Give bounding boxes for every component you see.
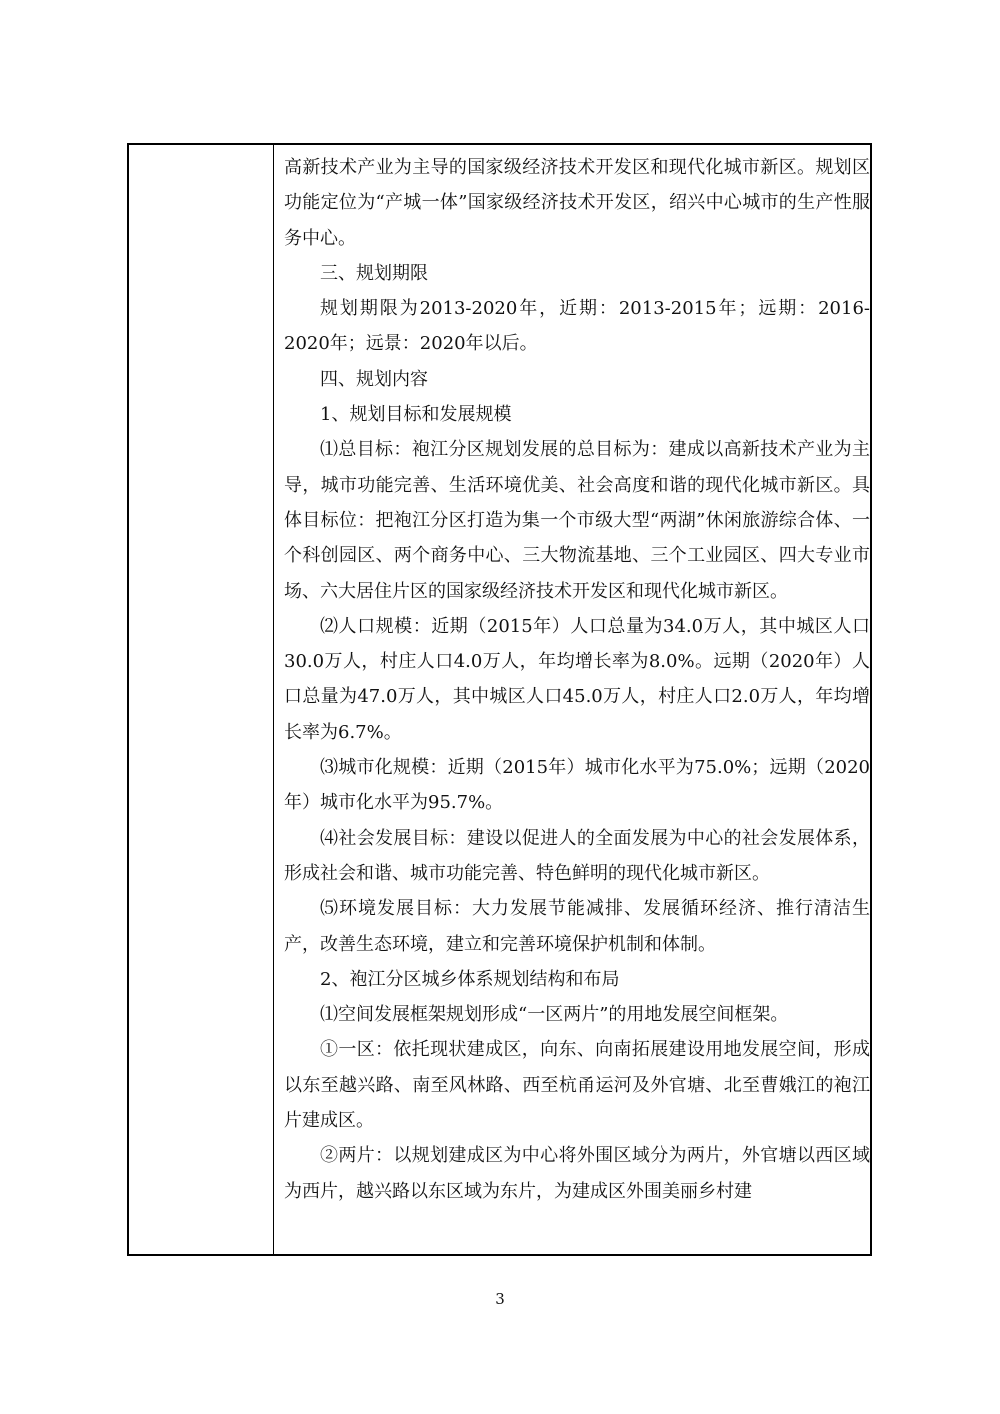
paragraph: ⑵人口规模：近期（2015年）人口总量为34.0万人，其中城区人口30.0万人，村庄人口4.0万人，年均增长率为8.0%。远期（2020年）人口总量为47.0万人，其中城区人口45.0万人，村庄人口2.0万人，年均增长率为6.7%。 <box>284 615 870 743</box>
column-divider <box>273 145 274 1254</box>
subsection-heading: 2、袍江分区城乡体系规划结构和布局 <box>320 968 620 990</box>
section-heading: 三、规划期限 <box>320 262 428 284</box>
paragraph: 规划期限为2013-2020年，近期：2013-2015年；远期：2016-2020年；远景：2020年以后。 <box>284 298 870 355</box>
paragraph: ⑴空间发展框架规划形成“一区两片”的用地发展空间框架。 <box>320 1004 789 1026</box>
page-number: 3 <box>495 1290 505 1308</box>
paragraph: ⑴总目标：袍江分区规划发展的总目标为：建成以高新技术产业为主导，城市功能完善、生活环境优美、社会高度和谐的现代化城市新区。具体目标位：把袍江分区打造为集一个市级大型“两湖”休闲旅游综合体、一个科创园区、两个商务中心、三大物流基地、三个工业园区、四大专业市场、六大居住片区的国家级经济技术开发区和现代化城市新区。 <box>284 439 870 602</box>
paragraph: ②两片：以规划建成区为中心将外围区域分为两片，外官塘以西区域为西片，越兴路以东区域为东片，为建成区外围美丽乡村建 <box>284 1145 870 1202</box>
paragraph: ⑶城市化规模：近期（2015年）城市化水平为75.0%；远期（2020年）城市化水平为95.7%。 <box>284 757 870 814</box>
table-content-cell <box>284 145 870 1209</box>
paragraph: 高新技术产业为主导的国家级经济技术开发区和现代化城市新区。规划区功能定位为“产城一体”国家级经济技术开发区，绍兴中心城市的生产性服务中心。 <box>284 157 870 249</box>
section-heading: 四、规划内容 <box>320 368 428 390</box>
content-table <box>127 143 872 1256</box>
paragraph: ⑸环境发展目标：大力发展节能减排、发展循环经济、推行清洁生产，改善生态环境，建立和完善环境保护机制和体制。 <box>284 898 870 955</box>
paragraph: ⑷社会发展目标：建设以促进人的全面发展为中心的社会发展体系，形成社会和谐、城市功能完善、特色鲜明的现代化城市新区。 <box>284 827 870 884</box>
subsection-heading: 1、规划目标和发展规模 <box>320 404 512 426</box>
paragraph: ①一区：依托现状建成区，向东、向南拓展建设用地发展空间，形成以东至越兴路、南至风林路、西至杭甬运河及外官塘、北至曹娥江的袍江片建成区。 <box>284 1039 870 1132</box>
